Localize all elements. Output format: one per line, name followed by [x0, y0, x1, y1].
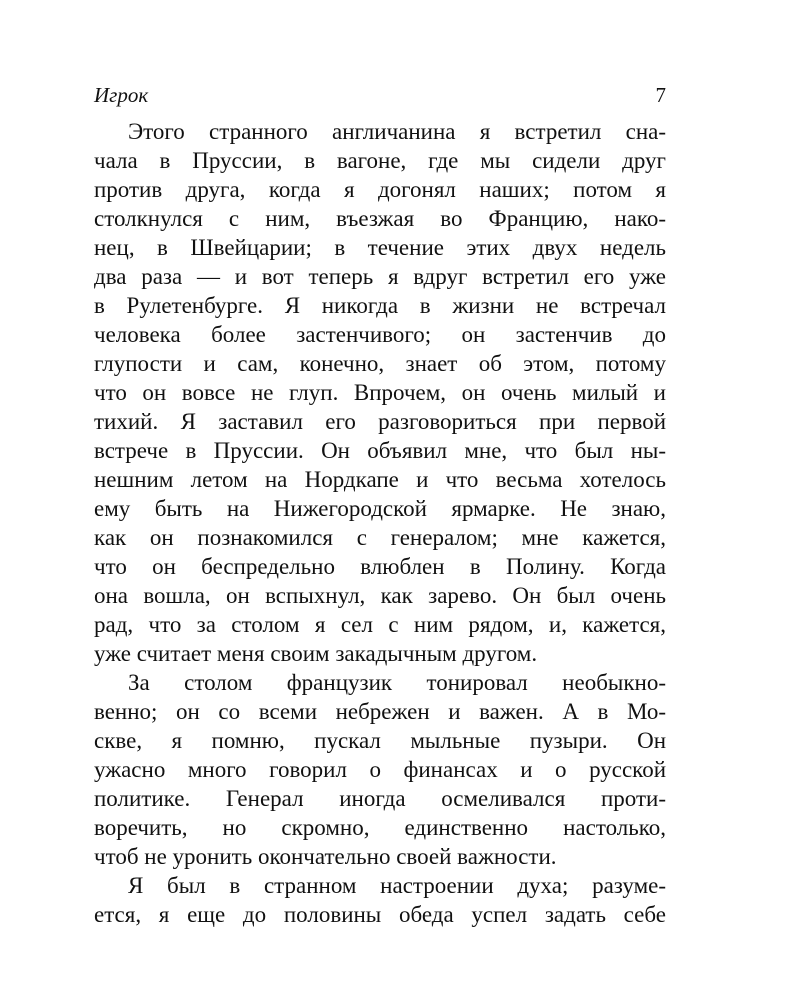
body-text — [94, 117, 666, 929]
text-line: Этого странного англичанина я встретил сна- — [128, 119, 666, 144]
page-number: 7 — [655, 83, 666, 107]
text-line: политике. Генерал иногда осмеливался проти- — [94, 786, 666, 811]
running-title: Игрок — [94, 83, 149, 107]
text-line: рад, что за столом я сел с ним рядом, и, кажется, — [94, 612, 666, 637]
text-line: нец, в Швейцарии; в течение этих двух недель — [94, 235, 666, 260]
text-line: ужасно много говорил о финансах и о русской — [94, 757, 666, 782]
text-line: как он познакомился с генералом; мне кажется, — [94, 525, 666, 550]
text-line: За столом французик тонировал необыкно- — [128, 670, 666, 695]
text-line: скве, я помню, пускал мыльные пузыри. Он — [94, 728, 666, 753]
text-line: Я был в странном настроении духа; разуме- — [128, 873, 666, 898]
text-line: воречить, но скромно, единственно настолько, — [94, 815, 666, 840]
text-line: что он вовсе не глуп. Впрочем, он очень милый и — [94, 380, 666, 405]
text-line: встрече в Пруссии. Он объявил мне, что был ны- — [94, 438, 666, 463]
text-line: венно; он со всеми небрежен и важен. А в Мо- — [94, 699, 666, 724]
text-line: нешним летом на Нордкапе и что весьма хотелось — [94, 467, 666, 492]
text-line: тихий. Я заставил его разговориться при первой — [94, 409, 666, 434]
text-line: уже считает меня своим закадычным другом. — [94, 641, 538, 666]
text-line: что он беспредельно влюблен в Полину. Когда — [94, 554, 666, 579]
text-line: в Рулетенбурге. Я никогда в жизни не встречал — [94, 293, 666, 318]
text-line: против друга, когда я догонял наших; потом я — [94, 177, 666, 202]
text-line: два раза — и вот теперь я вдруг встретил его уже — [94, 264, 666, 289]
text-line: чала в Пруссии, в вагоне, где мы сидели друг — [94, 148, 666, 173]
text-line: она вошла, он вспыхнул, как зарево. Он был очень — [94, 583, 666, 608]
text-line: ется, я еще до половины обеда успел задать себе — [94, 902, 666, 927]
text-line: глупости и сам, конечно, знает об этом, потому — [94, 351, 666, 376]
text-line: человека более застенчивого; он застенчив до — [94, 322, 666, 347]
text-line: чтоб не уронить окончательно своей важности. — [94, 844, 557, 869]
text-line: столкнулся с ним, въезжая во Францию, нако- — [94, 206, 666, 231]
text-line: ему быть на Нижегородской ярмарке. Не знаю, — [94, 496, 666, 521]
